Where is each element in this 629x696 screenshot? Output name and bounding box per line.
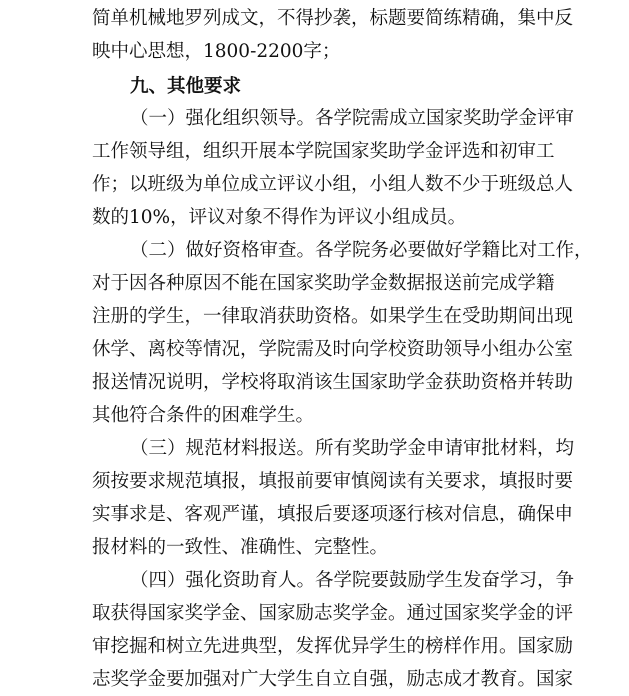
- intro-line-1: 简单机械地罗列成文，不得抄袭，标题要简练精确，集中反: [92, 8, 574, 29]
- paragraph-4-line-4: 志奖学金要加强对广大学生自立自强，励志成才教育。国家: [92, 669, 574, 690]
- paragraph-4-line-2: 取获得国家奖学金、国家励志奖学金。通过国家奖学金的评: [92, 603, 574, 624]
- paragraph-3-line-1: （三）规范材料报送。所有奖助学金申请审批材料，均: [130, 438, 575, 459]
- paragraph-4-line-1: （四）强化资助育人。各学院要鼓励学生发奋学习，争: [130, 570, 575, 591]
- paragraph-2-line-5: 报送情况说明，学校将取消该生国家助学金获助资格并转助: [92, 372, 574, 393]
- paragraph-4-line-3: 审挖掘和树立先进典型，发挥优异学生的榜样作用。国家励: [92, 636, 574, 657]
- paragraph-3-line-4: 报材料的一致性、准确性、完整性。: [92, 537, 389, 558]
- paragraph-1-line-2: 工作领导组，组织开展本学院国家奖助学金评选和初审工: [92, 141, 555, 162]
- paragraph-2-line-3: 注册的学生，一律取消获助资格。如果学生在受助期间出现: [92, 306, 574, 327]
- section-heading: 九、其他要求: [130, 76, 242, 97]
- paragraph-1-line-4: 数的10%，评议对象不得作为评议小组成员。: [92, 207, 467, 228]
- paragraph-2-line-4: 休学、离校等情况，学院需及时向学校资助领导小组办公室: [92, 339, 574, 360]
- paragraph-2-line-2: 对于因各种原因不能在国家奖助学金数据报送前完成学籍: [92, 273, 555, 294]
- paragraph-3-line-3: 实事求是、客观严谨，填报后要逐项逐行核对信息，确保申: [92, 504, 574, 525]
- intro-line-2: 映中心思想，1800-2200字；: [92, 41, 341, 62]
- paragraph-1-line-1: （一）强化组织领导。各学院需成立国家奖助学金评审: [130, 108, 575, 129]
- paragraph-2-line-6: 其他符合条件的困难学生。: [92, 405, 315, 426]
- paragraph-2-line-1: （二）做好资格审查。各学院务必要做好学籍比对工作，: [130, 240, 593, 261]
- paragraph-1-line-3: 作；以班级为单位成立评议小组，小组人数不少于班级总人: [92, 174, 574, 195]
- paragraph-3-line-2: 须按要求规范填报，填报前要审慎阅读有关要求，填报时要: [92, 471, 574, 492]
